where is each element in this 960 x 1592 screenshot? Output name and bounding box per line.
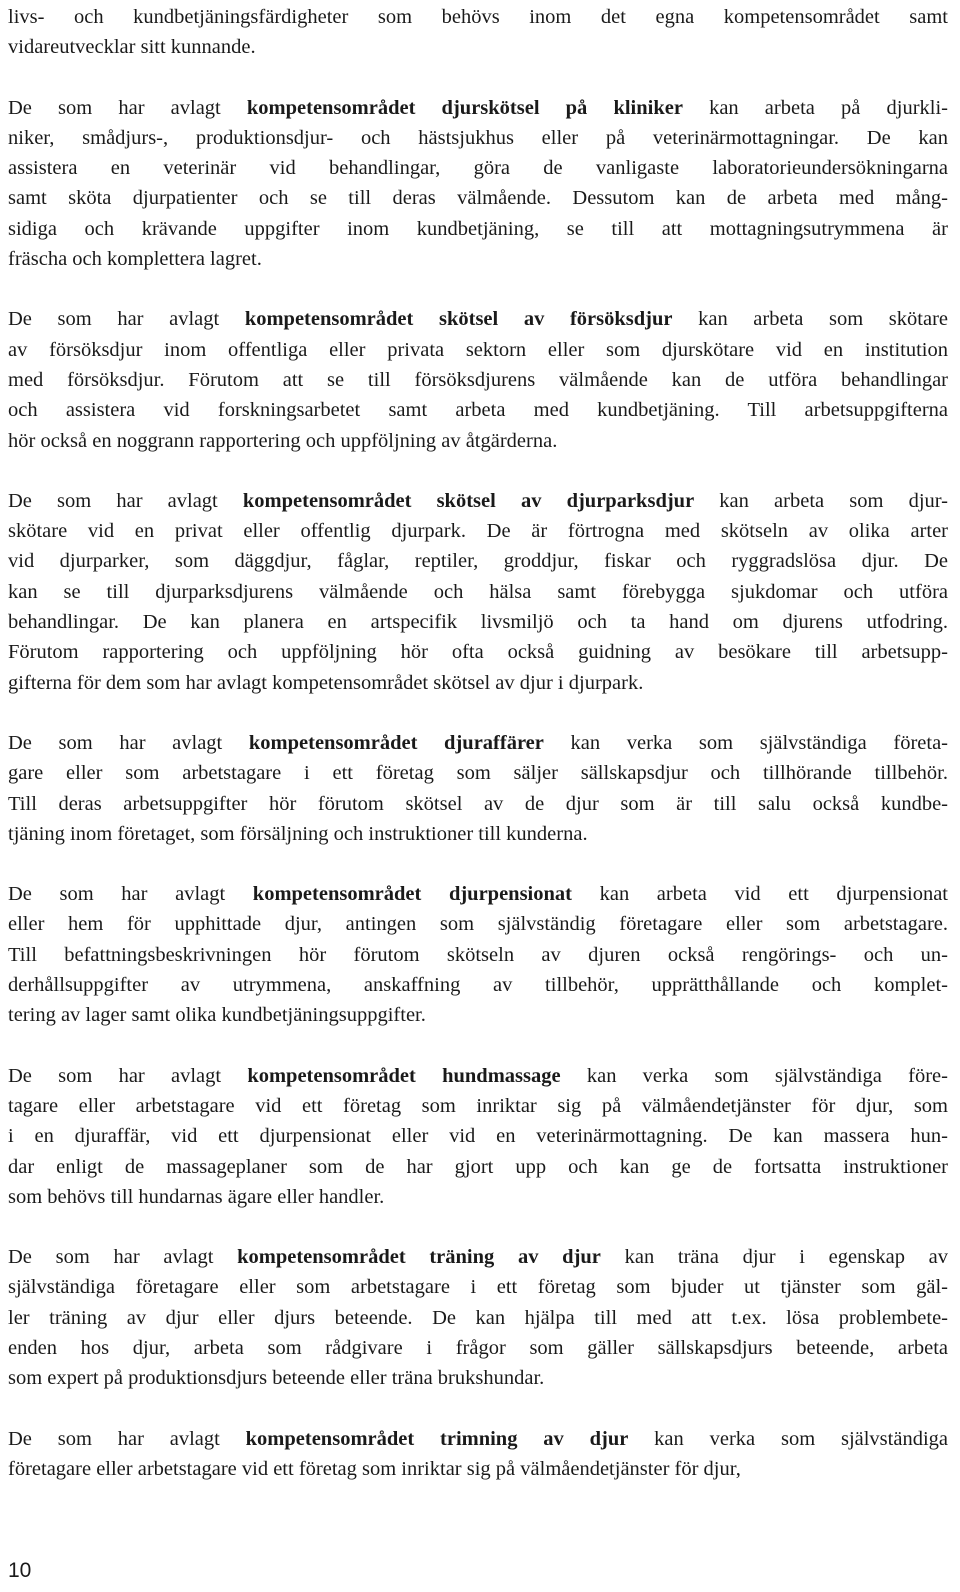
text-run: livs- och kundbetjäningsfärdigheter som behövs inom det egna kompetensområdet samt <box>8 6 948 28</box>
bold-term: kompetensområdet skötsel av försöksdjur <box>244 308 673 331</box>
text-line <box>8 940 948 970</box>
text-run: De som har avlagt <box>8 489 243 512</box>
text-line <box>8 1333 948 1363</box>
text-run: som expert på produktionsdjurs beteende eller träna brukshundar. <box>8 1367 545 1390</box>
text-run: De som har avlagt <box>8 96 247 119</box>
text-run: kan arbeta som djur- <box>694 489 949 512</box>
text-run: eller hem för upphittade djur, antingen som självständig företagare eller som arbetstagare. <box>8 913 948 936</box>
paragraph <box>8 1061 948 1212</box>
text-run: tagare eller arbetstagare vid ett företag som inriktar sig på välmåendetjänster för djur, som <box>8 1094 948 1117</box>
text-line <box>8 32 948 62</box>
text-line <box>8 1121 948 1151</box>
text-line <box>8 819 948 849</box>
text-run: skötare vid en privat eller offentlig djurpark. De är förtrogna med skötseln av olika arter <box>8 520 948 543</box>
text-run: kan träna djur i egenskap av <box>600 1246 948 1269</box>
text-run: Till deras arbetsuppgifter hör förutom skötsel av de djur som är till salu också kundbe- <box>8 792 948 815</box>
text-line <box>8 637 948 667</box>
text-run: gifterna för dem som har avlagt kompetensområdet skötsel av djur i djurpark. <box>8 671 644 694</box>
text-line <box>8 970 948 1000</box>
text-line <box>8 728 948 758</box>
paragraph <box>8 93 948 275</box>
text-run: ler träning av djur eller djurs beteende. De kan hjälpa till med att t.ex. lösa problembete- <box>8 1306 948 1329</box>
text-run: vid djurparker, som däggdjur, fåglar, reptiler, groddjur, fiskar och ryggradslösa djur. De <box>8 550 948 573</box>
text-line <box>8 1242 948 1272</box>
text-run: kan arbeta på djurkli- <box>682 96 948 119</box>
bold-term: kompetensområdet djurskötsel på kliniker <box>246 96 683 119</box>
text-run: De som har avlagt <box>8 308 245 331</box>
text-line <box>8 1000 948 1030</box>
paragraph <box>8 304 948 455</box>
text-line <box>8 426 948 456</box>
text-run: hör också en noggrann rapportering och uppföljning av åtgärderna. <box>8 429 558 452</box>
paragraph <box>8 728 948 849</box>
text-run: gare eller som arbetstagare i ett företag som säljer sällskapsdjur och tillhörande tillbehör. <box>8 762 948 785</box>
paragraph <box>8 1242 948 1393</box>
text-line <box>8 93 948 123</box>
text-line <box>8 879 948 909</box>
paragraph <box>8 879 948 1030</box>
text-run: som behövs till hundarnas ägare eller handler. <box>8 1185 385 1208</box>
text-line <box>8 516 948 546</box>
text-run: samt sköta djurpatienter och se till deras välmående. Dessutom kan de arbeta med mång- <box>8 187 948 210</box>
paragraph <box>8 1424 948 1485</box>
text-line <box>8 365 948 395</box>
text-line <box>8 1061 948 1091</box>
text-run: tjäning inom företaget, som försäljning och instruktioner till kunderna. <box>8 822 588 845</box>
text-run: behandlingar. De kan planera en artspecifik livsmiljö och ta hand om djurens utfodring. <box>8 611 948 634</box>
text-run: kan verka som självständiga <box>628 1427 948 1450</box>
text-run: och assistera vid forskningsarbetet samt arbeta med kundbetjäning. Till arbetsuppgifterna <box>8 399 948 422</box>
text-line <box>8 1454 948 1484</box>
text-run: företagare eller arbetstagare vid ett företag som inriktar sig på välmåendetjänster för djur, <box>8 1457 741 1480</box>
page-number: 10 <box>8 1559 32 1582</box>
text-run: av försöksdjur inom offentliga eller privata sektorn eller som djurskötare vid en institution <box>8 338 948 361</box>
text-line <box>8 244 948 274</box>
text-line <box>8 607 948 637</box>
paragraph <box>8 486 948 698</box>
text-line <box>8 1424 948 1454</box>
text-line <box>8 335 948 365</box>
text-line <box>8 1303 948 1333</box>
text-run: assistera en veterinär vid behandlingar, göra de vanligaste laboratorieundersökningarna <box>8 157 948 180</box>
bold-term: kompetensområdet hundmassage <box>247 1064 561 1087</box>
text-run: De som har avlagt <box>8 1427 246 1450</box>
text-run: fräscha och komplettera lagret. <box>8 248 262 271</box>
paragraph <box>8 2 948 63</box>
text-run: med försöksdjur. Förutom att se till försöksdjurens välmående kan de utföra behandlingar <box>8 368 948 391</box>
text-line <box>8 123 948 153</box>
bold-term: kompetensområdet djuraffärer <box>248 731 544 754</box>
text-run: kan verka som självständiga före- <box>560 1064 948 1087</box>
text-run: i en djuraffär, vid ett djurpensionat eller vid en veterinärmottagning. De kan massera hun- <box>8 1125 948 1148</box>
text-line <box>8 486 948 516</box>
text-run: enden hos djur, arbeta som rådgivare i frågor som gäller sällskapsdjurs beteende, arbeta <box>8 1336 948 1359</box>
text-line <box>8 1272 948 1302</box>
bold-term: kompetensområdet trimning av djur <box>245 1427 629 1450</box>
text-run: Till befattningsbeskrivningen hör förutom skötseln av djuren också rengörings- och un- <box>8 943 948 966</box>
text-line <box>8 909 948 939</box>
text-run: niker, smådjurs-, produktionsdjur- och hästsjukhus eller på veterinärmottagningar. De kan <box>8 126 948 149</box>
text-run: kan verka som självständiga företa- <box>543 731 949 754</box>
text-line <box>8 214 948 244</box>
text-run: dar enligt de massageplaner som de har gjort upp och kan ge de fortsatta instruktioner <box>8 1155 948 1178</box>
text-run: kan arbeta som skötare <box>672 308 948 331</box>
text-line <box>8 1182 948 1212</box>
text-run: sidiga och krävande uppgifter inom kundbetjäning, se till att mottagningsutrymmena är <box>8 217 948 240</box>
text-run: självständiga företagare eller som arbetstagare i ett företag som bjuder ut tjänster som gäl- <box>8 1276 948 1299</box>
body-text <box>8 2 948 1514</box>
text-run: kan se till djurparksdjurens välmående och hälsa samt förebygga sjukdomar och utföra <box>8 580 948 603</box>
text-run: De som har avlagt <box>8 731 249 754</box>
text-line <box>8 546 948 576</box>
bold-term: kompetensområdet träning av djur <box>237 1246 601 1269</box>
text-run: De som har avlagt <box>8 1246 238 1269</box>
bold-term: kompetensområdet djurpensionat <box>252 883 572 906</box>
bold-term: kompetensområdet skötsel av djurparksdjur <box>242 489 695 512</box>
text-line <box>8 304 948 334</box>
text-line <box>8 1363 948 1393</box>
text-run: De som har avlagt <box>8 883 253 906</box>
text-run: Förutom rapportering och uppföljning hör ofta också guidning av besökare till arbetsupp- <box>8 641 948 664</box>
text-line <box>8 1152 948 1182</box>
text-run: vidareutvecklar sitt kunnande. <box>8 36 256 59</box>
text-line <box>8 577 948 607</box>
text-line <box>8 1091 948 1121</box>
text-run: derhållsuppgifter av utrymmena, anskaffning av tillbehör, upprätthållande och komplet- <box>8 974 948 997</box>
text-line <box>8 789 948 819</box>
text-run: De som har avlagt <box>8 1064 248 1087</box>
text-line <box>8 153 948 183</box>
text-line <box>8 758 948 788</box>
text-run: kan arbeta vid ett djurpensionat <box>571 883 948 906</box>
text-line <box>8 183 948 213</box>
text-line <box>8 668 948 698</box>
text-run: tering av lager samt olika kundbetjäningsuppgifter. <box>8 1004 426 1027</box>
text-line <box>8 395 948 425</box>
text-line <box>8 2 948 32</box>
